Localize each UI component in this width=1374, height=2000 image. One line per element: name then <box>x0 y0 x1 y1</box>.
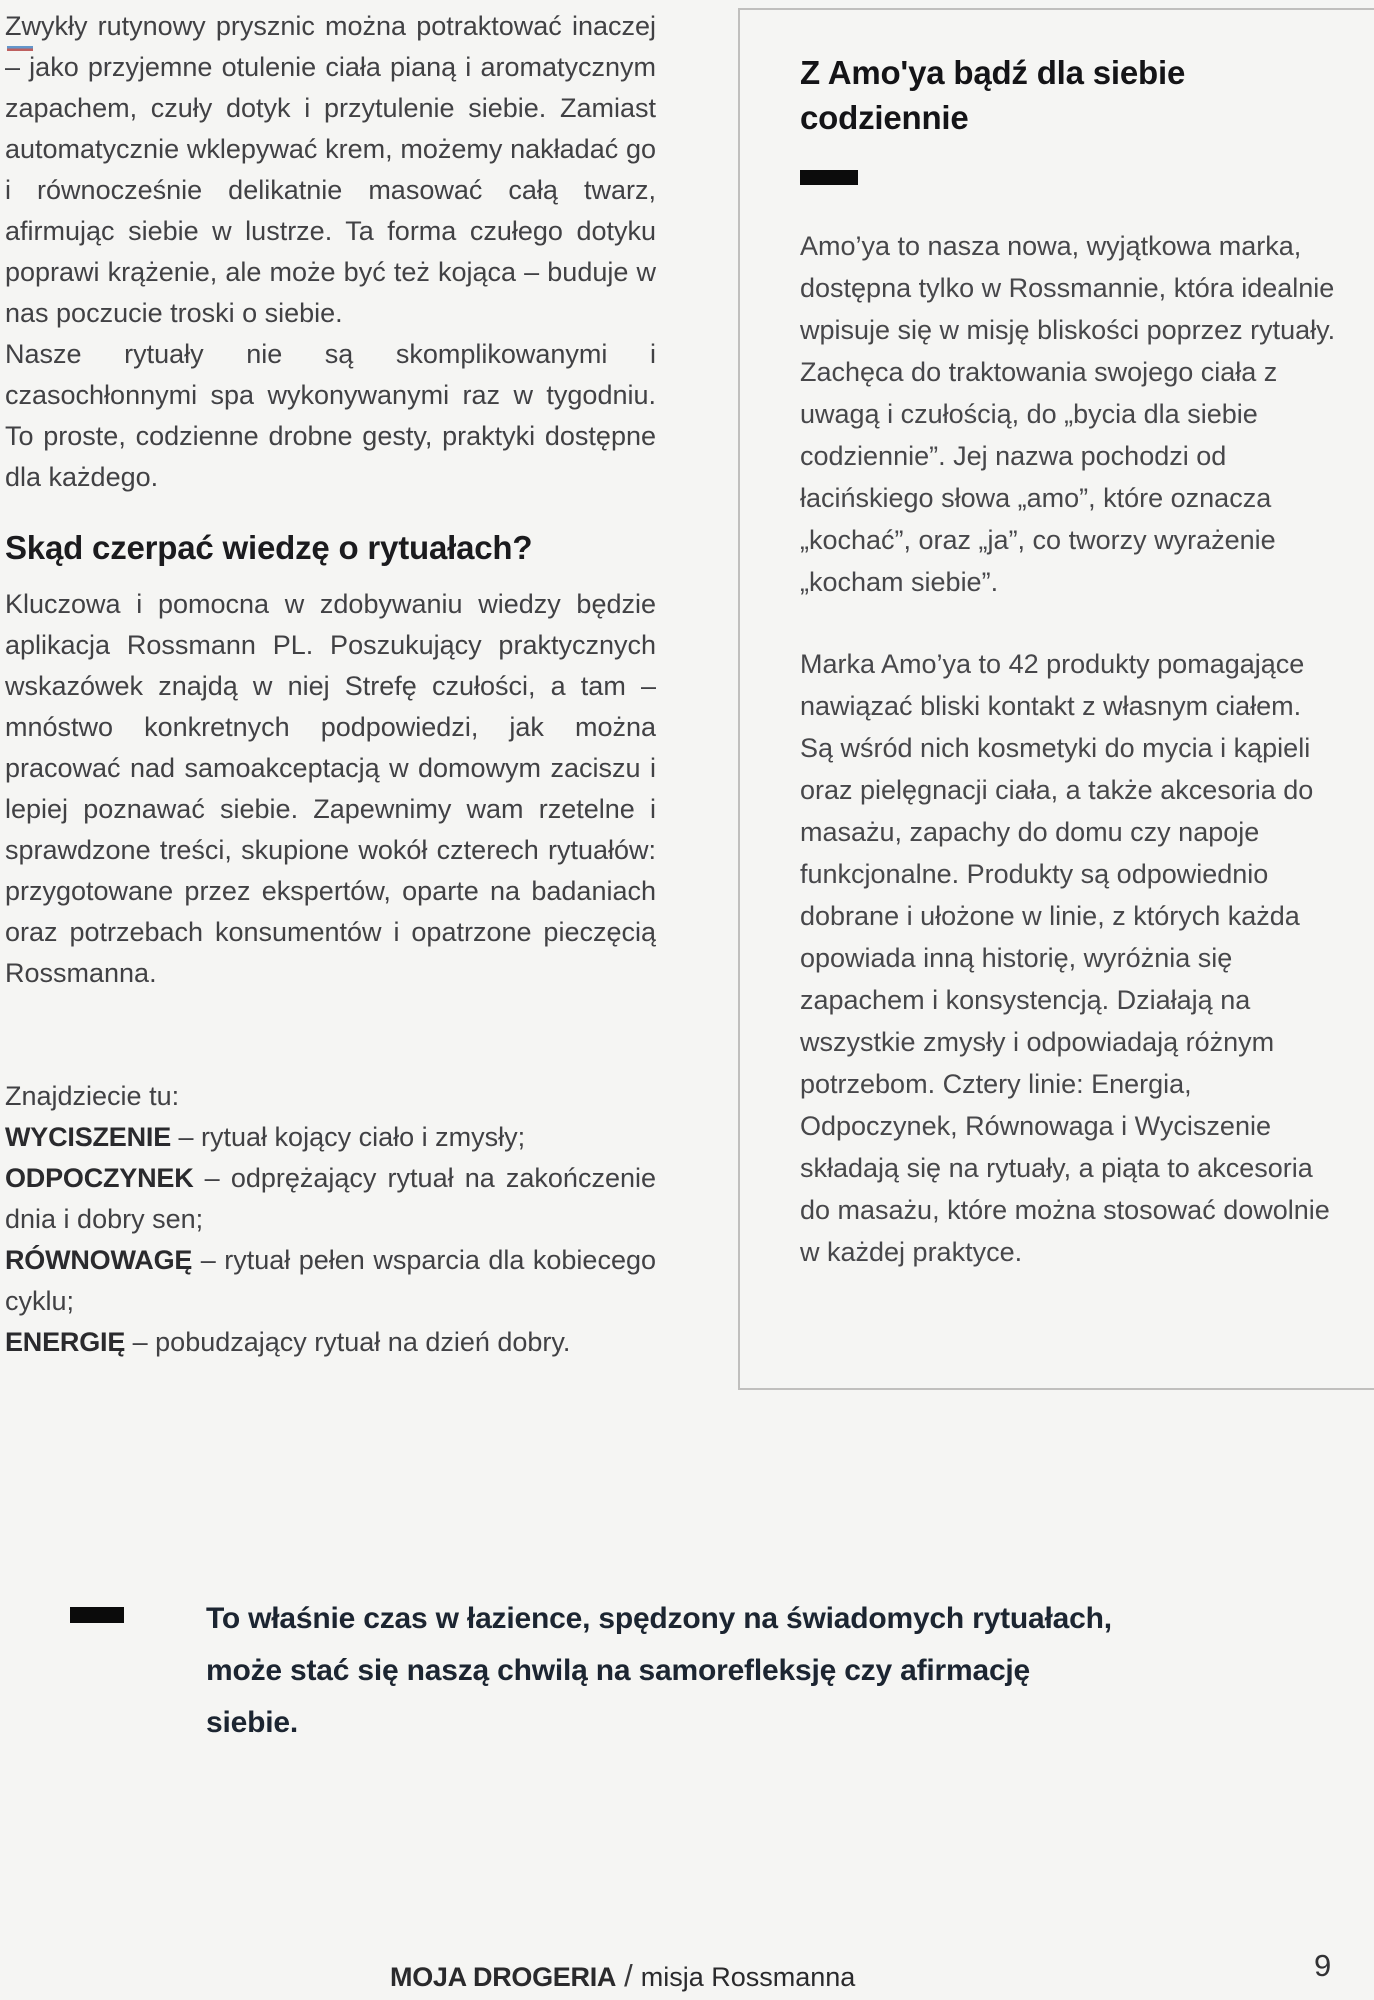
article-paragraph-2: Nasze rytuały nie są skomplikowanymi i czasochłonnymi spa wykonywanymi raz w tygodniu. To proste, codzienne drobne gesty, praktyki dostępne dla każdego. <box>5 339 656 492</box>
ritual-desc: – pobudzający rytuał na dzień dobry. <box>125 1327 571 1357</box>
section-heading: Skąd czerpać wiedzę o rytuałach? <box>5 529 533 566</box>
sidebar-paragraph-1: Amo’ya to nasza nowa, wyjątkowa marka, dostępna tylko w Rossmannie, która idealnie wpisuje się w misję bliskości poprzez rytuały. Zachęca do traktowania swojego ciała z uwagą i czułością, do „bycia dla siebie codziennie”. Jej nazwa pochodzi od łacińskiego słowa „amo”, które oznacza „kochać”, oraz „ja”, co tworzy wyrażenie „kocham siebie”. <box>800 231 1336 597</box>
ritual-item-rownowage <box>5 1240 656 1322</box>
article-body <box>5 6 656 1363</box>
ritual-desc: – odprężający rytuał na zakończenie dnia i dobry sen; <box>5 1163 656 1234</box>
ritual-item-odpoczynek <box>5 1158 656 1240</box>
ritual-term: WYCISZENIE <box>5 1122 172 1152</box>
footer-brand: MOJA DROGERIA <box>390 1962 617 1992</box>
amoya-sidebar-box <box>738 8 1374 1390</box>
ritual-term: ODPOCZYNEK <box>5 1163 194 1193</box>
dash-marker <box>800 170 858 185</box>
ritual-term: RÓWNOWAGĘ <box>5 1245 193 1275</box>
article-paragraph-1: Zwykły rutynowy prysznic można potraktować inaczej – jako przyjemne otulenie ciała pianą i aromatycznym zapachem, czuły dotyk i przytulenie siebie. Zamiast automatycznie wklepywać krem, możemy nakładać go i równocześnie delikatnie masować całą twarz, afirmując siebie w lustrze. Ta forma czułego dotyku poprawi krążenie, ale może być też kojąca – buduje w nas poczucie troski o siebie. <box>5 11 656 328</box>
footer-title <box>390 1958 855 1994</box>
article-paragraph-3: Kluczowa i pomocna w zdobywaniu wiedzy będzie aplikacja Rossmann PL. Poszukujący praktycznych wskazówek znajdą w niej Strefę czułości, a tam – mnóstwo konkretnych podpowiedzi, jak można pracować nad samoakceptacją w domowym zaciszu i lepiej poznawać siebie. Zapewnimy wam rzetelne i sprawdzone treści, skupione wokół czterech rytuałów: przygotowane przez ekspertów, oparte na badaniach oraz potrzebach konsumentów i opatrzone pieczęcią Rossmanna. <box>5 589 656 988</box>
ritual-item-wyciszenie <box>5 1117 656 1158</box>
scan-artifact-underline <box>7 46 33 51</box>
page-footer <box>0 1948 1374 2000</box>
dash-marker <box>70 1607 124 1623</box>
ritual-term: ENERGIĘ <box>5 1327 126 1357</box>
rituals-list-intro: Znajdziecie tu: <box>5 1081 180 1111</box>
rituals-list <box>5 1076 656 1363</box>
ritual-desc: – rytuał pełen wsparcia dla kobiecego cyklu; <box>5 1245 656 1316</box>
sidebar-paragraph-2: Marka Amo’ya to 42 produkty pomagające nawiązać bliski kontakt z własnym ciałem. Są wśród nich kosmetyki do mycia i kąpieli oraz pielęgnacji ciała, a także akcesoria do masażu, zapachy do domu czy napoje funkcjonalne. Produkty są odpowiednio dobrane i ułożone w linie, z których każda opowiada inną historię, wyróżnia się zapachem i konsystencją. Działają na wszystkie zmysły i odpowiadają różnym potrzebom. Cztery linie: Energia, Odpoczynek, Równowaga i Wyciszenie składają się na rytuały, a piąta to akcesoria do masażu, które można stosować dowolnie w każdej praktyce. <box>800 649 1330 1267</box>
ritual-desc: – rytuał kojący ciało i zmysły; <box>171 1122 526 1152</box>
pull-quote-text: To właśnie czas w łazience, spędzony na świadomych rytuałach, może stać się naszą chwilą na samorefleksję czy afirmację siebie. <box>206 1602 1112 1739</box>
footer-section: misja Rossmanna <box>640 1962 856 1992</box>
sidebar-heading: Z Amo'ya bądź dla siebie codziennie <box>800 54 1186 136</box>
ritual-item-energie <box>5 1322 656 1363</box>
page-number: 9 <box>1314 1948 1332 1983</box>
footer-separator: / <box>624 1958 633 1993</box>
